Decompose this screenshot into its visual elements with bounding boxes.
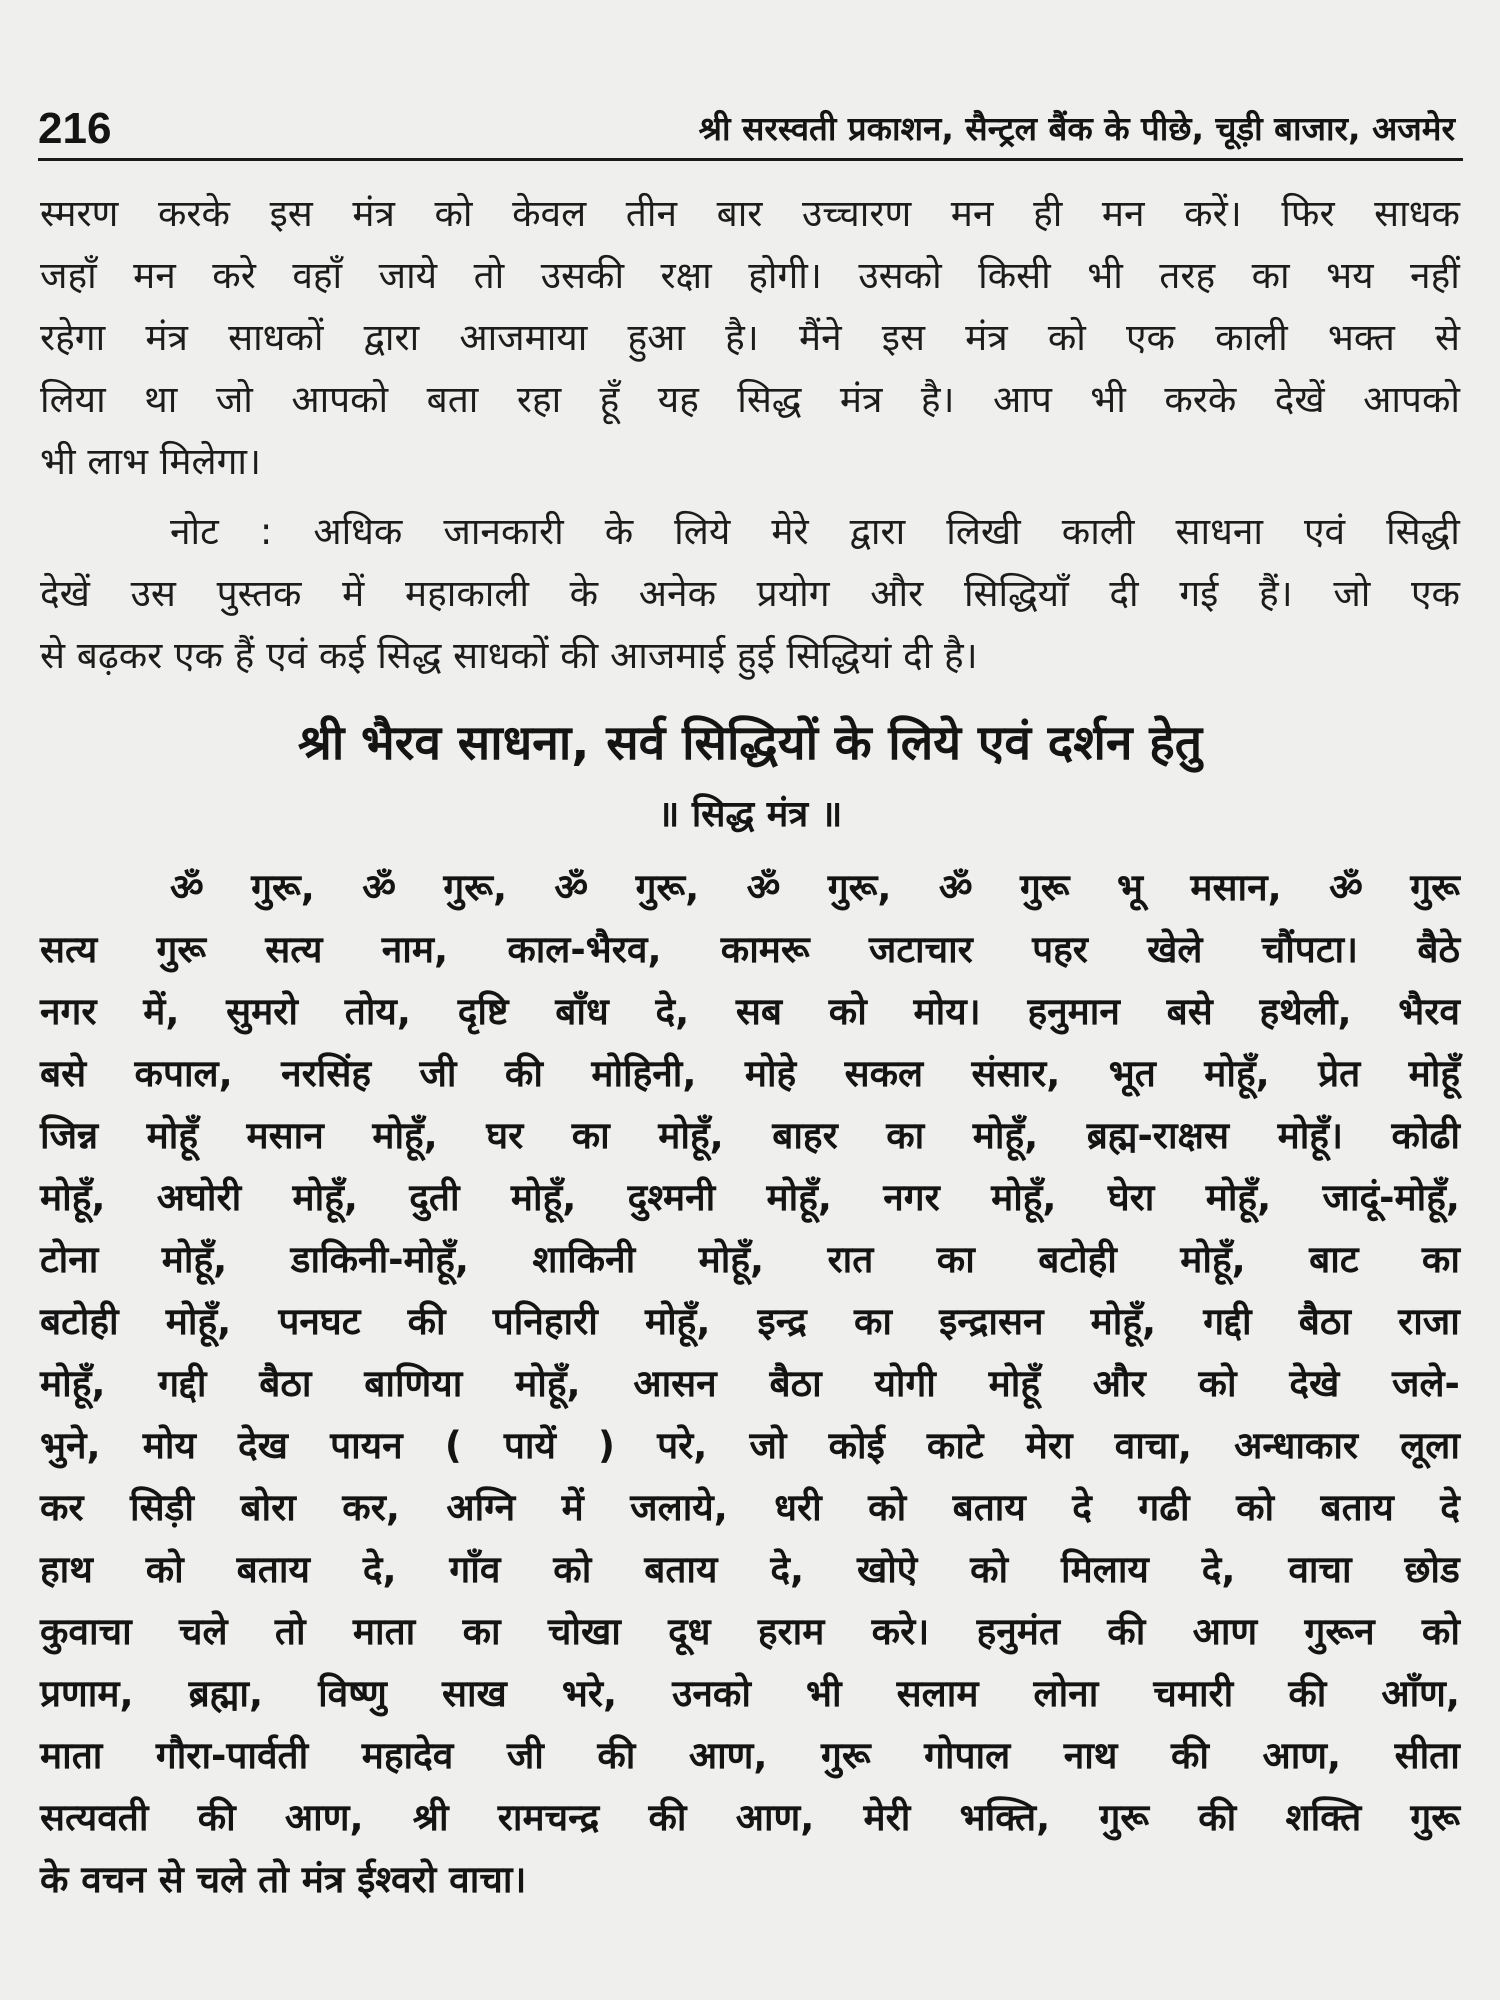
mantra-line: कर सिड़ी बोरा कर, अग्नि में जलाये, धरी को बताय दे गढी को बताय दे xyxy=(40,1486,1460,1529)
mantra-line: के वचन से चले तो मंत्र ईश्वरो वाचा। xyxy=(40,1858,527,1901)
mantra-line: ॐ गुरू, ॐ गुरू, ॐ गुरू, ॐ गुरू, ॐ गुरू भू मसान, ॐ गुरू xyxy=(170,866,1460,909)
publisher-line: श्री सरस्वती प्रकाशन, सैन्ट्रल बैंक के पीछे, चूड़ी बाजार, अजमेर xyxy=(698,109,1455,148)
intro-line: स्मरण करके इस मंत्र को केवल तीन बार उच्चारण मन ही मन करें। फिर साधक xyxy=(40,192,1460,235)
section-heading: श्री भैरव साधना, सर्व सिद्धियों के लिये एवं दर्शन हेतु xyxy=(297,715,1203,771)
mantra-line: माता गौरा-पार्वती महादेव जी की आण, गुरू गोपाल नाथ की आण, सीता xyxy=(40,1734,1460,1777)
mantra-line: मोहूँ, अघोरी मोहूँ, दुती मोहूँ, दुश्मनी मोहूँ, नगर मोहूँ, घेरा मोहूँ, जादूं-मोहूँ, xyxy=(40,1176,1460,1219)
intro-line: भी लाभ मिलेगा। xyxy=(40,440,262,483)
mantra-line: जिन्न मोहूँ मसान मोहूँ, घर का मोहूँ, बाहर का मोहूँ, ब्रह्म-राक्षस मोहूँ। कोढी xyxy=(40,1114,1460,1157)
mantra-line: बटोही मोहूँ, पनघट की पनिहारी मोहूँ, इन्द्र का इन्द्रासन मोहूँ, गद्दी बैठा राजा xyxy=(40,1300,1460,1343)
page-header xyxy=(38,104,1463,154)
mantra-line: सत्य गुरू सत्य नाम, काल-भैरव, कामरू जटाचार पहर खेले चौंपटा। बैठे xyxy=(40,928,1460,971)
page-number: 216 xyxy=(38,104,112,153)
note-line: नोट : अधिक जानकारी के लिये मेरे द्वारा लिखी काली साधना एवं सिद्धी xyxy=(170,510,1460,553)
note-line: से बढ़कर एक हैं एवं कई सिद्ध साधकों की आजमाई हुई सिद्धियां दी है। xyxy=(40,634,978,677)
mantra-line: मोहूँ, गद्दी बैठा बाणिया मोहूँ, आसन बैठा योगी मोहूँ और को देखे जले- xyxy=(40,1362,1460,1405)
mantra-line: हाथ को बताय दे, गाँव को बताय दे, खोऐ को मिलाय दे, वाचा छोड xyxy=(40,1548,1460,1591)
mantra-line: भुने, मोय देख पायन ( पायें ) परे, जो कोई काटे मेरा वाचा, अन्धाकार लूला xyxy=(40,1424,1460,1467)
mantra-line: नगर में, सुमरो तोय, दृष्टि बाँध दे, सब को मोय। हनुमान बसे हथेली, भैरव xyxy=(40,990,1460,1033)
intro-line: लिया था जो आपको बता रहा हूँ यह सिद्ध मंत्र है। आप भी करके देखें आपको xyxy=(40,378,1460,421)
note-line: देखें उस पुस्तक में महाकाली के अनेक प्रयोग और सिद्धियाँ दी गई हैं। जो एक xyxy=(40,572,1460,615)
header-rule xyxy=(38,158,1463,161)
mantra-line: प्रणाम, ब्रह्मा, विष्णु साख भरे, उनको भी सलाम लोना चमारी की आँण, xyxy=(40,1672,1460,1715)
intro-line: रहेगा मंत्र साधकों द्वारा आजमाया हुआ है। मैंने इस मंत्र को एक काली भक्त से xyxy=(40,316,1460,359)
mantra-line: कुवाचा चले तो माता का चोखा दूध हराम करे। हनुमंत की आण गुरून को xyxy=(40,1610,1460,1653)
intro-line: जहाँ मन करे वहाँ जाये तो उसकी रक्षा होगी। उसको किसी भी तरह का भय नहीं xyxy=(40,254,1460,297)
section-subheading: ॥ सिद्ध मंत्र ॥ xyxy=(657,794,843,835)
mantra-line: टोना मोहूँ, डाकिनी-मोहूँ, शाकिनी मोहूँ, रात का बटोही मोहूँ, बाट का xyxy=(40,1238,1460,1281)
mantra-line: सत्यवती की आण, श्री रामचन्द्र की आण, मेरी भक्ति, गुरू की शक्ति गुरू xyxy=(40,1796,1460,1839)
mantra-line: बसे कपाल, नरसिंह जी की मोहिनी, मोहे सकल संसार, भूत मोहूँ, प्रेत मोहूँ xyxy=(40,1052,1460,1095)
